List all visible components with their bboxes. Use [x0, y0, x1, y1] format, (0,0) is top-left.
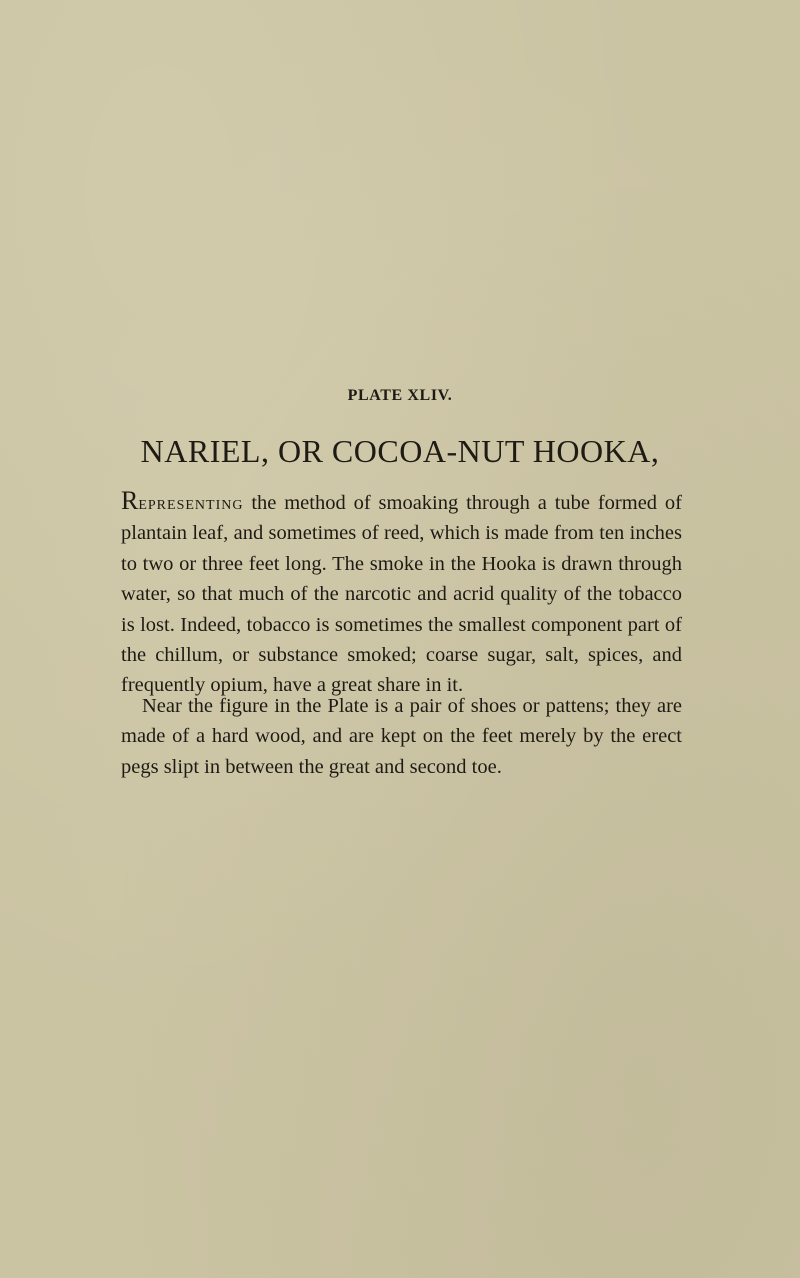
paragraph-1-text: the method of smoaking through a tube formed of plantain leaf, and sometimes of reed, which is made from ten inches to two or three feet long. The smoke in the Hooka is drawn through water, so that much of the narcotic and acrid quality of the tobacco is lost. Indeed, tobacco is sometimes the smallest component part of the chillum, or substance smoked; coarse sugar, salt, spices, and frequently opium, have a great share in it. — [121, 492, 682, 697]
page-title: NARIEL, OR COCOA-NUT HOOKA, — [140, 433, 660, 469]
paragraph-1 — [121, 486, 682, 701]
drop-initial: R — [121, 486, 139, 515]
lead-word: epresenting — [138, 492, 244, 514]
paragraph-2: Near the figure in the Plate is a pair of shoes or pattens; they are made of a hard wood, and are kept on the feet merely by the erect pegs slipt in between the great and second toe. — [121, 695, 682, 778]
plate-label: PLATE XLIV. — [347, 387, 453, 404]
